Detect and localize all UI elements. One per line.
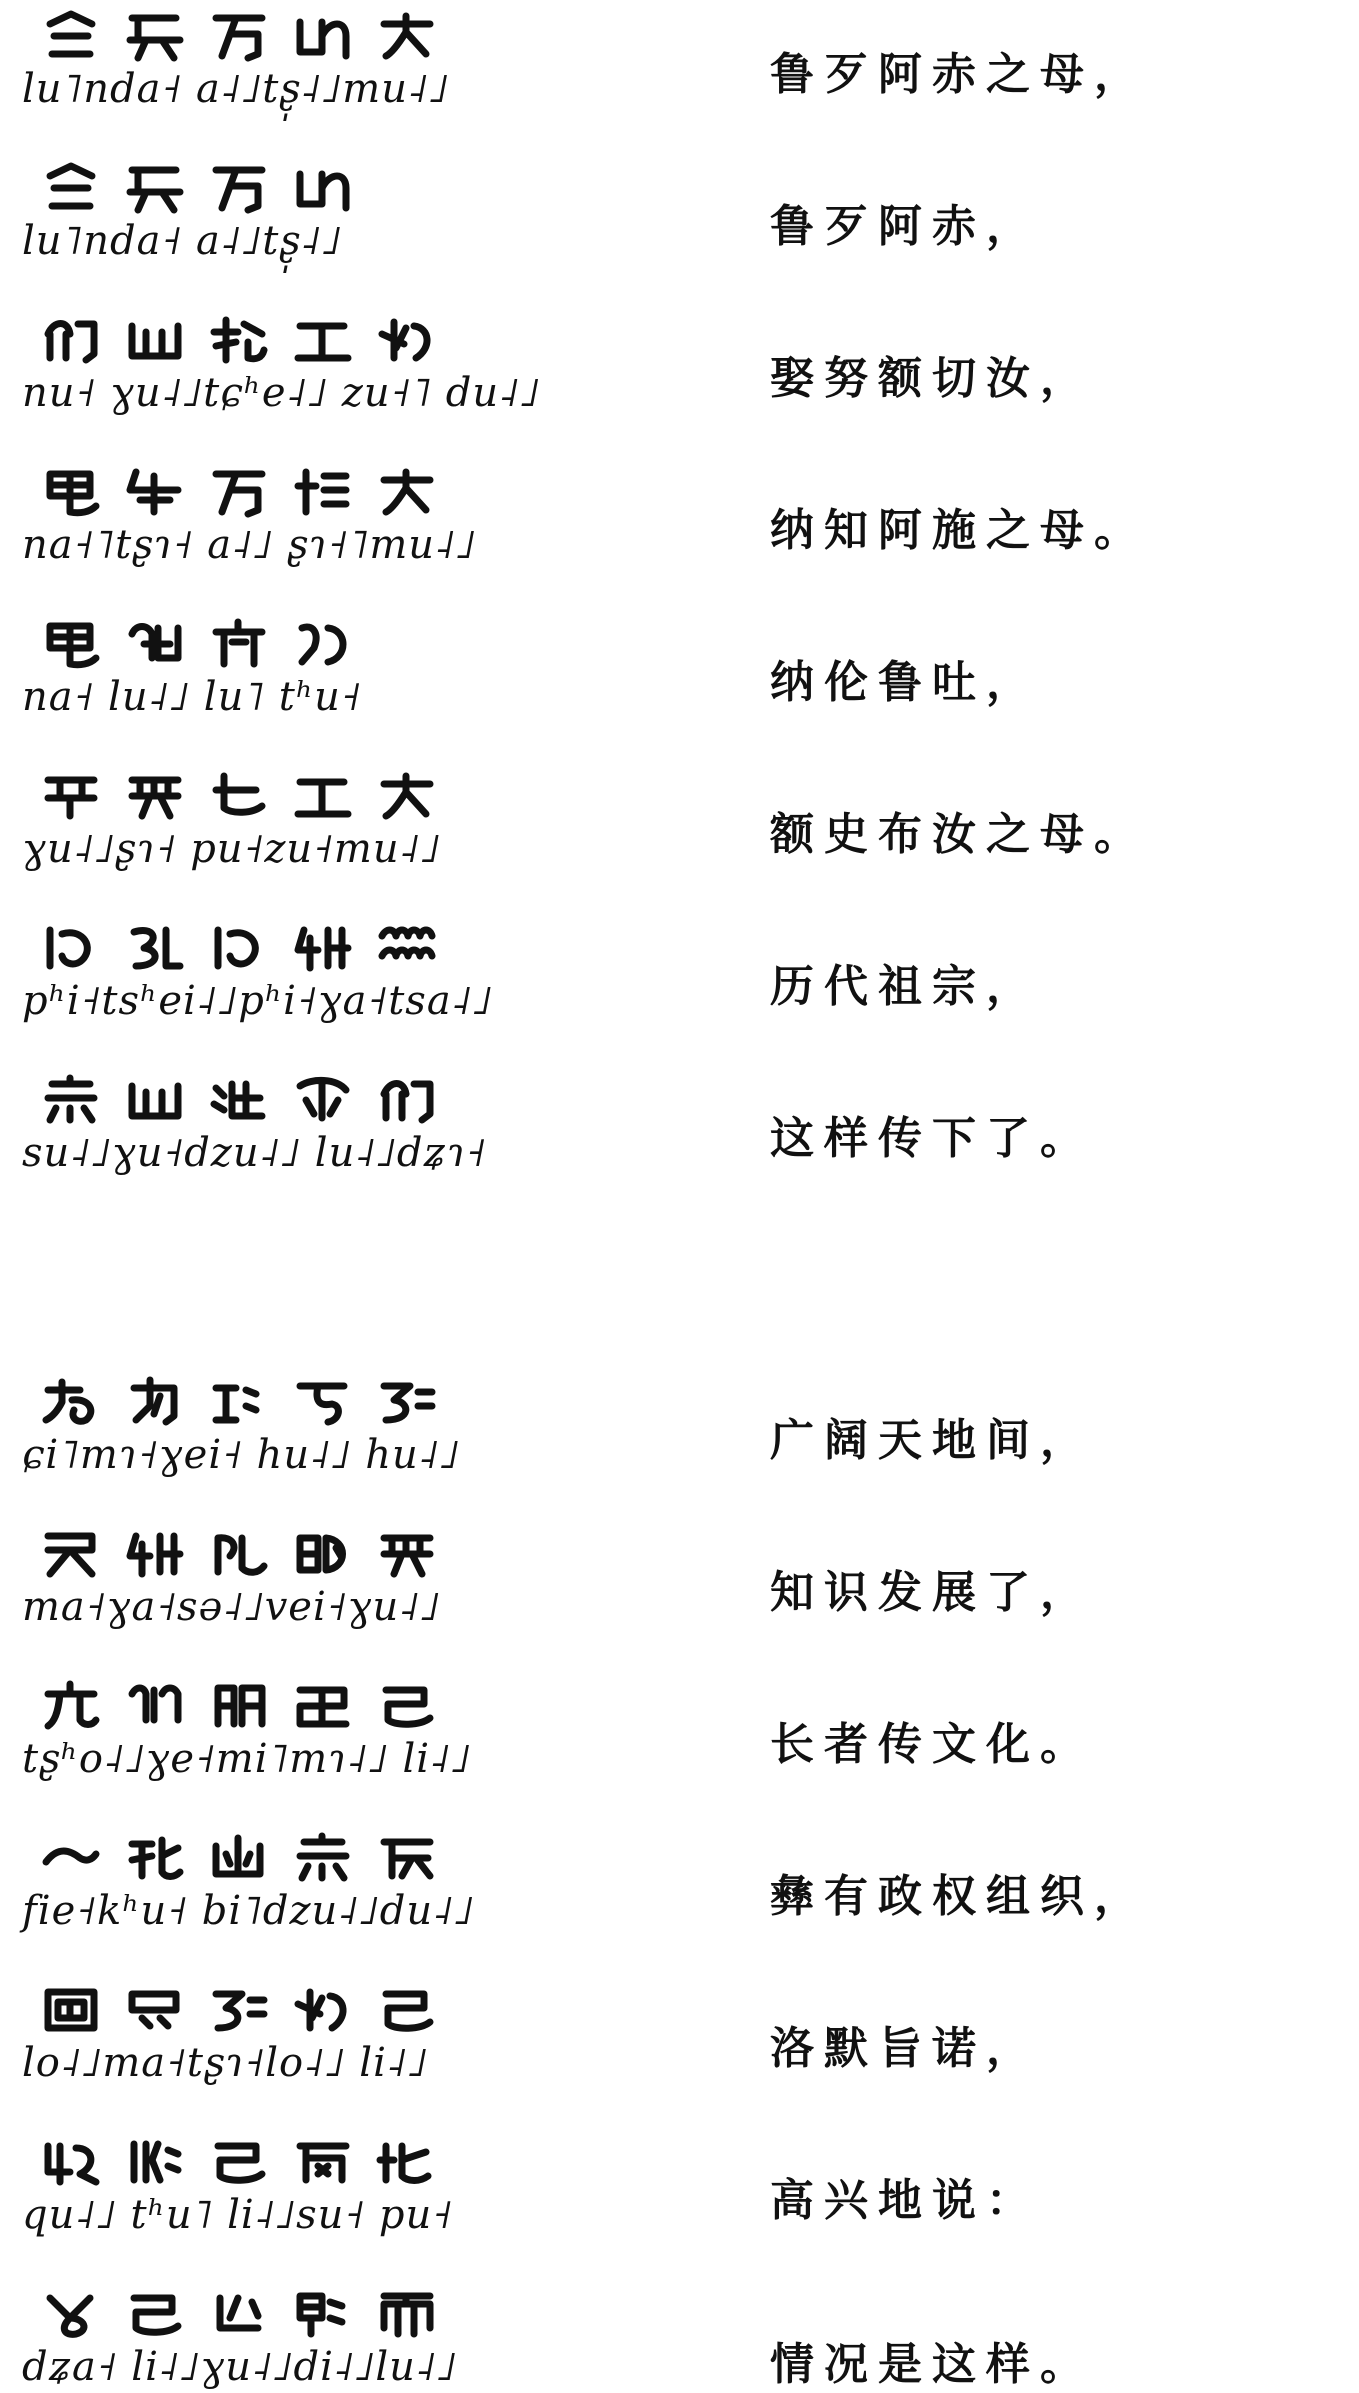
yi-glyph (208, 162, 270, 214)
yi-romanization: qu˨˩ tʰu˥ li˨˩su˧ pu˧ (22, 2192, 453, 2238)
yi-script-glyphs (40, 1830, 460, 1886)
yi-glyph (292, 2288, 354, 2340)
yi-glyph (208, 1832, 270, 1884)
chinese-translation: 知识发展了， (770, 1567, 1094, 1618)
yi-glyph (40, 1528, 102, 1580)
verse-line (0, 1974, 1359, 2124)
yi-romanization: ɣu˨˩ʂɿ˧ pu˧zu˧mu˨˩ (22, 826, 442, 872)
yi-glyph (40, 1376, 102, 1428)
yi-glyph (124, 1528, 186, 1580)
yi-glyph (376, 2288, 438, 2340)
yi-glyph (40, 770, 102, 822)
verse-line (0, 0, 1359, 150)
yi-glyph (292, 314, 354, 366)
verse-line (0, 1518, 1359, 1668)
verse-line (0, 608, 1359, 758)
yi-glyph (124, 1984, 186, 2036)
yi-romanization: na˧ lu˨˩ lu˥ tʰu˧ (22, 674, 362, 720)
yi-glyph (376, 1832, 438, 1884)
chinese-translation: 鲁歹阿赤， (770, 201, 1040, 252)
yi-script-cell (22, 152, 462, 302)
yi-glyph (124, 2136, 186, 2188)
yi-script-glyphs (40, 2134, 460, 2190)
yi-glyph (292, 922, 354, 974)
yi-script-glyphs (40, 768, 460, 824)
chinese-translation: 这样传下了。 (770, 1113, 1094, 1164)
yi-romanization: ɕi˥mɿ˧ɣei˧ hu˨˩ hu˨˩ (22, 1432, 461, 1478)
yi-script-glyphs (40, 2286, 460, 2342)
yi-glyph (124, 770, 186, 822)
yi-glyph (40, 466, 102, 518)
yi-script-cell (22, 2126, 462, 2276)
yi-script-cell (22, 0, 462, 150)
yi-glyph (292, 1680, 354, 1732)
yi-glyph (376, 1528, 438, 1580)
yi-glyph (124, 466, 186, 518)
yi-glyph (124, 922, 186, 974)
yi-glyph (292, 1984, 354, 2036)
yi-romanization: lu˥nda˧ a˨˩tʂ̩˨˩mu˨˩ (22, 66, 450, 112)
yi-glyph (40, 618, 102, 670)
yi-glyph (292, 162, 354, 214)
verse-line (0, 456, 1359, 606)
chinese-translation: 历代祖宗， (770, 961, 1040, 1012)
yi-glyph (376, 1074, 438, 1126)
yi-glyph (208, 770, 270, 822)
yi-romanization: ma˧ɣa˧sə˨˩vei˧ɣu˨˩ (22, 1584, 441, 1630)
yi-glyph (376, 922, 438, 974)
chinese-translation: 高兴地说： (770, 2175, 1040, 2226)
yi-glyph (292, 770, 354, 822)
yi-script-cell (22, 1822, 475, 1972)
chinese-translation: 纳伦鲁吐， (770, 657, 1040, 708)
yi-glyph (40, 1680, 102, 1732)
yi-script-cell (22, 304, 541, 454)
yi-glyph (376, 466, 438, 518)
chinese-translation: 鲁歹阿赤之母， (770, 49, 1148, 100)
yi-script-glyphs (40, 464, 460, 520)
yi-glyph (40, 922, 102, 974)
yi-romanization: dʑa˧ li˨˩ɣu˨˩di˨˩lu˨˩ (22, 2344, 458, 2390)
yi-script-cell (22, 1366, 462, 1516)
chinese-translation: 情况是这样。 (770, 2339, 1094, 2390)
verse-line (0, 2278, 1359, 2393)
yi-script-cell (22, 608, 462, 758)
yi-romanization: na˧˥tʂɿ˧ a˨˩ ʂɿ˧˥mu˨˩ (22, 522, 477, 568)
yi-glyph (124, 1680, 186, 1732)
chinese-translation: 洛默旨诺， (770, 2023, 1040, 2074)
yi-glyph (40, 1832, 102, 1884)
yi-script-glyphs (40, 1526, 460, 1582)
yi-romanization: nu˧ ɣu˨˩tɕʰe˨˩ zu˧˥ du˨˩ (22, 370, 541, 416)
yi-glyph (376, 1376, 438, 1428)
yi-glyph (292, 1074, 354, 1126)
yi-glyph (208, 1074, 270, 1126)
yi-glyph (208, 2136, 270, 2188)
chinese-translation: 长者传文化。 (770, 1719, 1094, 1770)
yi-glyph (208, 2288, 270, 2340)
yi-script-cell (22, 456, 477, 606)
yi-glyph (124, 1832, 186, 1884)
verse-line (0, 2126, 1359, 2276)
verse-line (0, 912, 1359, 1062)
yi-glyph (40, 1074, 102, 1126)
yi-script-glyphs (40, 616, 376, 672)
yi-script-glyphs (40, 1374, 460, 1430)
yi-script-cell (22, 2278, 462, 2393)
yi-glyph (40, 162, 102, 214)
verse-line (0, 1064, 1359, 1214)
yi-glyph (376, 1984, 438, 2036)
chinese-translation: 额史布汝之母。 (770, 809, 1148, 860)
yi-glyph (208, 1984, 270, 2036)
yi-romanization: fie˧kʰu˧ bi˥dzu˨˩du˨˩ (22, 1888, 475, 1934)
verse-line (0, 152, 1359, 302)
verse-line (0, 1366, 1359, 1516)
yi-glyph (40, 314, 102, 366)
yi-glyph (292, 2136, 354, 2188)
verse-line (0, 760, 1359, 910)
yi-script-cell (22, 760, 462, 910)
yi-glyph (40, 2288, 102, 2340)
chinese-translation: 彝有政权组织， (770, 1871, 1148, 1922)
yi-glyph (292, 1376, 354, 1428)
yi-script-glyphs (40, 1072, 460, 1128)
verse-line (0, 1670, 1359, 1820)
yi-glyph (124, 618, 186, 670)
yi-glyph (208, 314, 270, 366)
yi-glyph (376, 314, 438, 366)
yi-glyph (124, 1376, 186, 1428)
yi-script-glyphs (40, 312, 460, 368)
yi-glyph (124, 314, 186, 366)
yi-glyph (376, 1680, 438, 1732)
yi-glyph (208, 1680, 270, 1732)
yi-romanization: su˨˩ɣu˧dzu˨˩ lu˨˩dʑɿ˧ (22, 1130, 487, 1176)
yi-script-cell (22, 1064, 487, 1214)
yi-glyph (208, 922, 270, 974)
yi-glyph (208, 618, 270, 670)
yi-glyph (40, 10, 102, 62)
yi-script-cell (22, 1974, 462, 2124)
yi-glyph (292, 1528, 354, 1580)
yi-glyph (376, 10, 438, 62)
chinese-translation: 娶努额切汝， (770, 353, 1094, 404)
yi-glyph (208, 10, 270, 62)
yi-romanization: lu˥nda˧ a˨˩tʂ̩˨˩ (22, 218, 343, 264)
yi-glyph (376, 2136, 438, 2188)
yi-script-glyphs (40, 920, 460, 976)
yi-glyph (208, 466, 270, 518)
yi-glyph (292, 618, 354, 670)
yi-script-glyphs (40, 160, 376, 216)
yi-glyph (40, 2136, 102, 2188)
yi-glyph (124, 2288, 186, 2340)
yi-romanization: tʂʰo˨˩ɣe˧mi˥mɿ˨˩ li˨˩ (22, 1736, 472, 1782)
chinese-translation: 广阔天地间， (770, 1415, 1094, 1466)
yi-script-glyphs (40, 1982, 460, 2038)
chinese-translation: 纳知阿施之母。 (770, 505, 1148, 556)
yi-glyph (124, 162, 186, 214)
yi-script-glyphs (40, 1678, 460, 1734)
yi-romanization: lo˨˩ma˧tʂɿ˧lo˨˩ li˨˩ (22, 2040, 429, 2086)
yi-romanization: pʰi˧tsʰei˨˩pʰi˧ɣa˧tsa˨˩ (22, 978, 494, 1024)
yi-script-cell (22, 912, 494, 1062)
yi-glyph (40, 1984, 102, 2036)
verse-line (0, 304, 1359, 454)
yi-glyph (208, 1528, 270, 1580)
yi-glyph (292, 466, 354, 518)
yi-script-glyphs (40, 8, 460, 64)
yi-glyph (208, 1376, 270, 1428)
yi-script-cell (22, 1670, 472, 1820)
yi-glyph (292, 1832, 354, 1884)
yi-glyph (292, 10, 354, 62)
yi-glyph (124, 10, 186, 62)
yi-glyph (376, 770, 438, 822)
yi-glyph (124, 1074, 186, 1126)
yi-script-cell (22, 1518, 462, 1668)
verse-line (0, 1822, 1359, 1972)
